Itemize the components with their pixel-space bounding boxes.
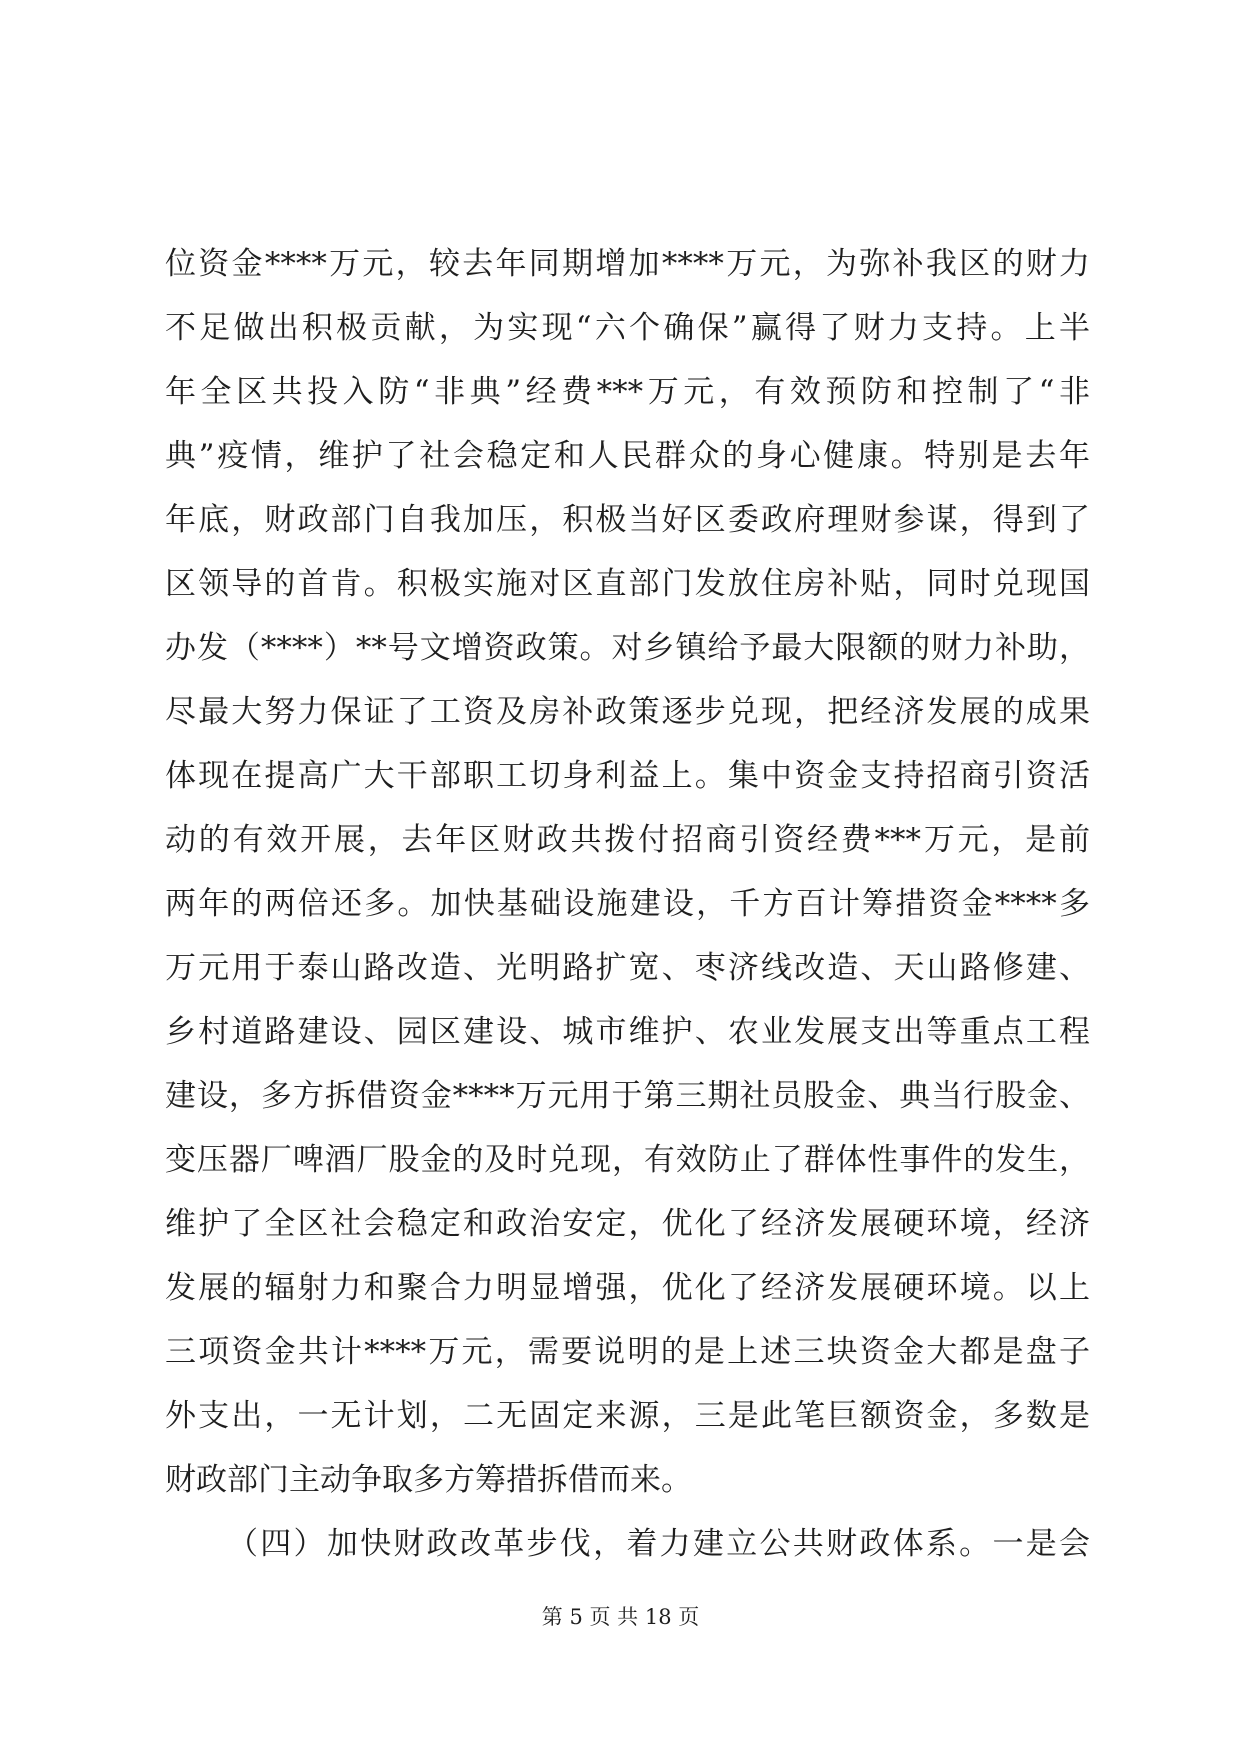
text-line: 维护了全区社会稳定和政治安定，优化了经济发展硬环境，经济	[165, 1206, 1090, 1242]
text-line: 区领导的首肯。积极实施对区直部门发放住房补贴，同时兑现国	[165, 566, 1090, 602]
text-line: 发展的辐射力和聚合力明显增强，优化了经济发展硬环境。以上	[165, 1270, 1090, 1306]
text-line: 体现在提高广大干部职工切身利益上。集中资金支持招商引资活	[165, 758, 1090, 794]
text-line: 变压器厂啤酒厂股金的及时兑现，有效防止了群体性事件的发生，	[165, 1142, 1090, 1178]
section-four-heading-line: （四）加快财政改革步伐，着力建立公共财政体系。一是会	[227, 1526, 1090, 1562]
text-line: 不足做出积极贡献，为实现“六个确保”赢得了财力支持。上半	[165, 310, 1090, 346]
text-line: 位资金****万元，较去年同期增加****万元，为弥补我区的财力	[165, 246, 1090, 282]
document-body	[165, 232, 1090, 1576]
text-line: 乡村道路建设、园区建设、城市维护、农业发展支出等重点工程	[165, 1014, 1090, 1050]
text-line: 年底，财政部门自我加压，积极当好区委政府理财参谋，得到了	[165, 502, 1090, 538]
text-line: 两年的两倍还多。加快基础设施建设，千方百计筹措资金****多	[165, 886, 1090, 922]
text-line: 年全区共投入防“非典”经费***万元，有效预防和控制了“非	[165, 374, 1090, 410]
text-line: 万元用于泰山路改造、光明路扩宽、枣济线改造、天山路修建、	[165, 950, 1090, 986]
text-line: 建设，多方拆借资金****万元用于第三期社员股金、典当行股金、	[165, 1078, 1090, 1114]
text-line-paragraph-end: 财政部门主动争取多方筹措拆借而来。	[165, 1462, 692, 1498]
text-line: 尽最大努力保证了工资及房补政策逐步兑现，把经济发展的成果	[165, 694, 1090, 730]
text-line: 外支出，一无计划，二无固定来源，三是此笔巨额资金，多数是	[165, 1398, 1090, 1434]
text-line: 办发（****）**号文增资政策。对乡镇给予最大限额的财力补助，	[165, 630, 1090, 666]
text-line: 三项资金共计****万元，需要说明的是上述三块资金大都是盘子	[165, 1334, 1090, 1370]
page-number-footer: 第 5 页 共 18 页	[541, 1605, 700, 1629]
text-line: 动的有效开展，去年区财政共拨付招商引资经费***万元，是前	[165, 822, 1090, 858]
text-line: 典”疫情，维护了社会稳定和人民群众的身心健康。特别是去年	[165, 438, 1090, 474]
